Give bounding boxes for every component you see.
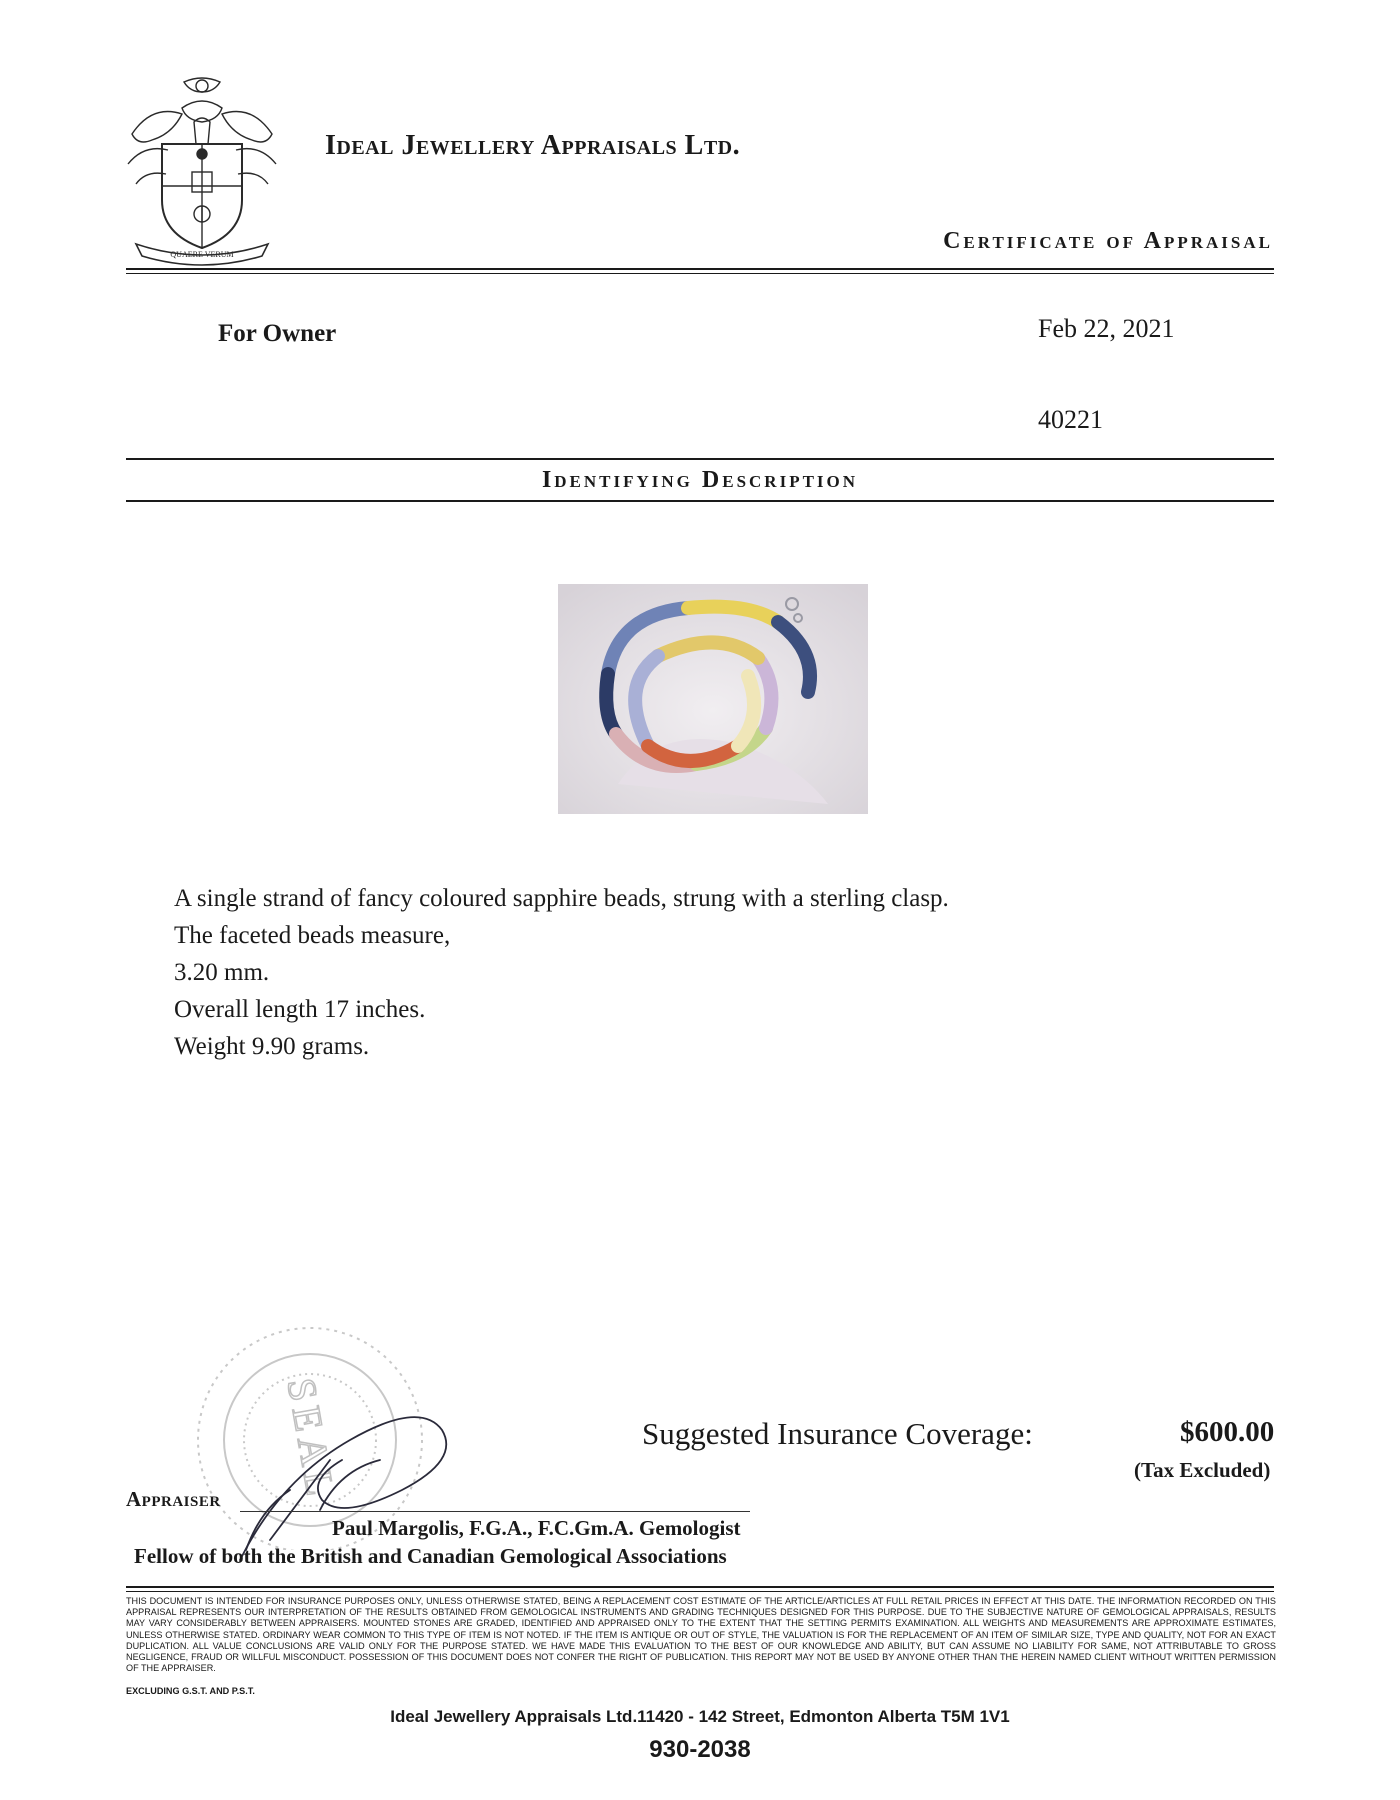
crest-motto: QUAERE VERUM <box>170 250 234 259</box>
header-divider <box>126 268 1274 274</box>
footer-divider <box>126 1586 1274 1592</box>
insurance-coverage-value: $600.00 <box>1180 1416 1275 1448</box>
appraiser-name: Paul Margolis, F.G.A., F.C.Gm.A. Gemologist <box>332 1516 741 1540</box>
tax-note: (Tax Excluded) <box>1134 1458 1271 1482</box>
appraisal-date: Feb 22, 2021 <box>1038 314 1175 343</box>
reference-number: 40221 <box>1038 405 1103 434</box>
company-phone: 930-2038 <box>649 1736 751 1763</box>
tax-exclusion-note: EXCLUDING G.S.T. AND P.S.T. <box>126 1686 255 1696</box>
section-divider-bottom <box>126 500 1274 502</box>
signature-line <box>240 1511 750 1512</box>
appraiser-fellowship: Fellow of both the British and Canadian Gemological Associations <box>134 1544 727 1568</box>
company-address: Ideal Jewellery Appraisals Ltd.11420 - 142 Street, Edmonton Alberta T5M 1V1 <box>390 1707 1010 1726</box>
disclaimer-text: THIS DOCUMENT IS INTENDED FOR INSURANCE PURPOSES ONLY, UNLESS OTHERWISE STATED, BEING A REPLACEMENT COST ESTIMATE OF THE ARTICLE/ARTICLES AT FULL RETAIL PRICES IN EFFECT AT THIS DATE. THE INFORMATION RECORDED ON THIS APPRAISAL REPRESENTS OUR INTERPRETATION OF THE RESULTS OBTAINED FROM GEMOLOGICAL INSTRUMENTS AND GRADING TECHNIQUES DESIGNED FOR THIS PURPOSE. DUE TO THE SUBJECTIVE NATURE OF GEMOLOGICAL APPRAISALS, RESULTS MAY VARY CONSIDERABLY BETWEEN APPRAISERS. MOUNTED STONES ARE GRADED, IDENTIFIED AND APPRAISED ONLY TO THE EXTENT THAT THE SETTING PERMITS EXAMINATION. ALL WEIGHTS AND MEASUREMENTS ARE APPROXIMATE ESTIMATES, UNLESS OTHERWISE STATED. ORDINARY WEAR COMMON TO THIS TYPE OF ITEM IS NOT NOTED. IF THE ITEM IS ANTIQUE OR OUT OF STYLE, THE VALUATION IS FOR THE REPLACEMENT OF AN ITEM OF SIMILAR SIZE, TYPE AND QUALITY, NOT FOR AN EXACT DUPLICATION. ALL VALUE CONCLUSIONS ARE VALID ONLY FOR THE PURPOSE STATED. WE HAVE MADE THIS EVALUATION TO THE BEST OF OUR KNOWLEDGE AND ABILITY, BUT CAN ASSUME NO LIABILITY FOR SAME, NOT ATTRIBUTABLE TO GROSS NEGLIGENCE, FRAUD OR WILLFUL MISCONDUCT. POSSESSION OF THIS DOCUMENT DOES NOT CONFER THE RIGHT OF PUBLICATION. THIS REPORT MAY NOT BE USED BY ANYONE OTHER THAN THE HEREIN NAMED CLIENT WITHOUT WRITTEN PERMISSION OF THE APPRAISER. <box>126 1596 1276 1674</box>
appraiser-label: Appraiser <box>126 1487 221 1511</box>
certificate-title: Certificate of Appraisal <box>943 228 1273 254</box>
seal-text: SEAL <box>278 1374 345 1505</box>
section-divider-top <box>126 458 1274 460</box>
item-photo <box>558 584 868 814</box>
description-line: The faceted beads measure, <box>174 922 451 949</box>
insurance-coverage-label: Suggested Insurance Coverage: <box>642 1416 1033 1451</box>
section-title: Identifying Description <box>541 467 859 493</box>
description-line: Overall length 17 inches. <box>174 996 426 1023</box>
owner-label: For Owner <box>218 320 337 347</box>
description-line: 3.20 mm. <box>174 959 270 986</box>
appraiser-signature <box>230 1390 490 1570</box>
description-line: Weight 9.90 grams. <box>174 1033 370 1060</box>
company-crest-logo <box>122 74 282 270</box>
description-line: A single strand of fancy coloured sapphire beads, strung with a sterling clasp. <box>174 885 949 912</box>
company-name: Ideal Jewellery Appraisals Ltd. <box>325 130 741 161</box>
item-description <box>174 880 949 1065</box>
